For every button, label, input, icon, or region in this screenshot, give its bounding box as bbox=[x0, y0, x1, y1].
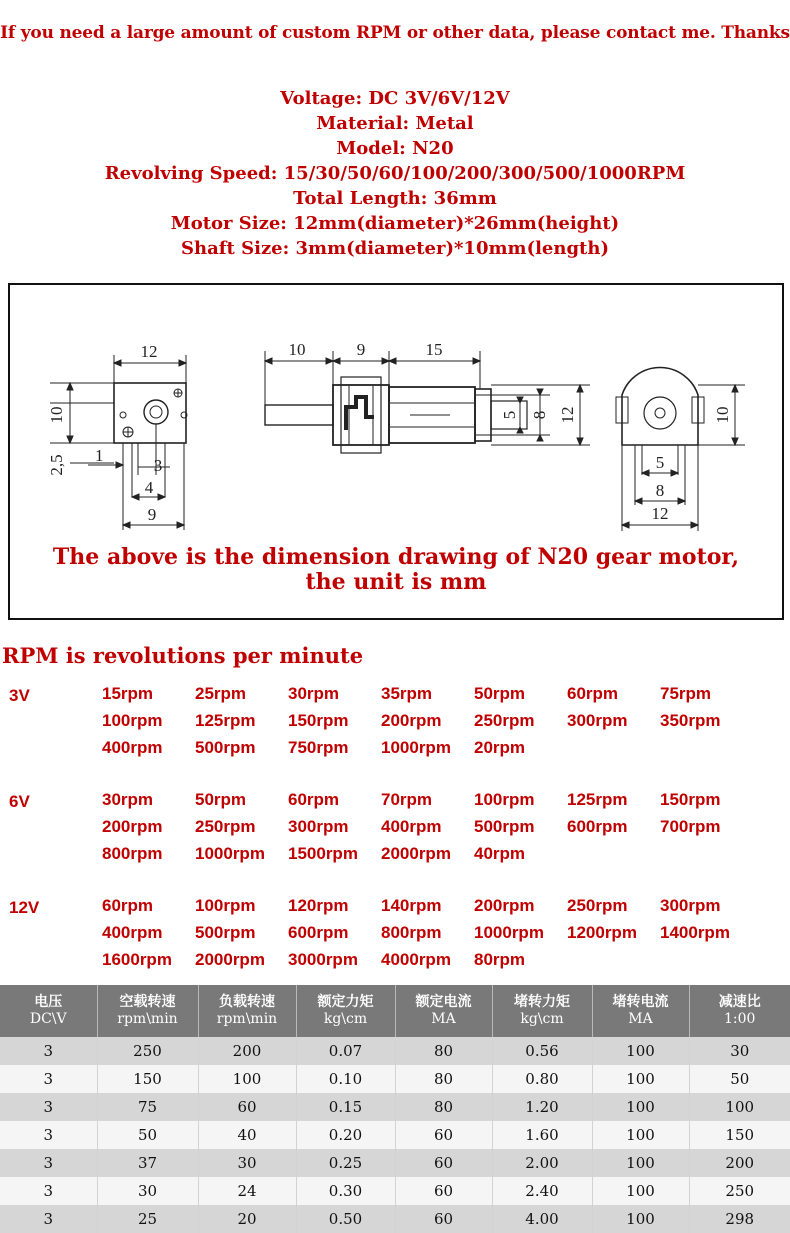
rpm-item: 60rpm bbox=[567, 684, 619, 703]
rpm-item: 750rpm bbox=[288, 738, 349, 757]
table-cell: 40 bbox=[198, 1121, 296, 1149]
table-cell: 50 bbox=[689, 1065, 790, 1093]
table-cell: 100 bbox=[592, 1093, 689, 1121]
rpm-item: 600rpm bbox=[567, 817, 628, 836]
rpm-item: 150rpm bbox=[288, 711, 349, 730]
table-cell: 50 bbox=[97, 1121, 198, 1149]
rpm-item: 150rpm bbox=[660, 790, 721, 809]
col-header-noload-speed: 空载转速 rpm\min bbox=[97, 985, 198, 1037]
table-cell: 250 bbox=[97, 1037, 198, 1065]
dim-side-8: 8 bbox=[530, 410, 549, 420]
table-cell: 75 bbox=[97, 1093, 198, 1121]
drawing-caption bbox=[10, 545, 782, 595]
table-cell: 150 bbox=[689, 1121, 790, 1149]
rpm-item: 800rpm bbox=[381, 923, 442, 942]
rpm-item: 1000rpm bbox=[195, 844, 265, 863]
rpm-item: 250rpm bbox=[567, 896, 628, 915]
table-row bbox=[0, 1205, 790, 1233]
table-cell: 80 bbox=[395, 1037, 492, 1065]
rpm-item: 100rpm bbox=[474, 790, 535, 809]
dim-side-15: 15 bbox=[425, 340, 443, 359]
rpm-item: 100rpm bbox=[102, 711, 163, 730]
rpm-item: 50rpm bbox=[195, 790, 247, 809]
table-cell: 80 bbox=[395, 1065, 492, 1093]
rpm-item: 30rpm bbox=[288, 684, 340, 703]
rpm-item: 200rpm bbox=[474, 896, 535, 915]
table-cell: 0.25 bbox=[296, 1149, 395, 1177]
rpm-item: 200rpm bbox=[102, 817, 163, 836]
table-cell: 100 bbox=[198, 1065, 296, 1093]
rpm-item: 2000rpm bbox=[195, 950, 265, 969]
rpm-heading: RPM is revolutions per minute bbox=[2, 643, 364, 668]
output-shaft-circle bbox=[144, 400, 168, 424]
table-row bbox=[0, 1177, 790, 1205]
rpm-item: 400rpm bbox=[102, 923, 163, 942]
table-cell: 60 bbox=[198, 1093, 296, 1121]
table-cell: 37 bbox=[97, 1149, 198, 1177]
table-cell: 1.20 bbox=[492, 1093, 592, 1121]
rpm-item: 200rpm bbox=[381, 711, 442, 730]
dim-left-1: 1 bbox=[95, 446, 104, 465]
voltage-label: 3V bbox=[9, 686, 30, 705]
table-cell: 0.56 bbox=[492, 1037, 592, 1065]
table-row bbox=[0, 1093, 790, 1121]
rpm-item: 80rpm bbox=[474, 950, 526, 969]
dim-right-10: 10 bbox=[713, 406, 732, 424]
col-header-load-speed: 负载转速 rpm\min bbox=[198, 985, 296, 1037]
table-cell: 3 bbox=[0, 1121, 97, 1149]
table-cell: 0.15 bbox=[296, 1093, 395, 1121]
drawing-caption-line1: The above is the dimension drawing of N20 gear motor, bbox=[52, 544, 740, 570]
dim-right-5: 5 bbox=[655, 453, 665, 472]
rpm-item: 25rpm bbox=[195, 684, 247, 703]
dim-left-offset: 2,5 bbox=[47, 454, 66, 476]
rpm-item: 400rpm bbox=[381, 817, 442, 836]
col-header-stall-current: 堵转电流 MA bbox=[592, 985, 689, 1037]
table-cell: 60 bbox=[395, 1177, 492, 1205]
right-end-view bbox=[616, 367, 745, 531]
spec-voltage: Voltage: DC 3V/6V/12V bbox=[280, 88, 510, 109]
col-header-stall-torque: 堵转力矩 kg\cm bbox=[492, 985, 592, 1037]
drawing-caption-line2: the unit is mm bbox=[305, 569, 487, 595]
table-cell: 24 bbox=[198, 1177, 296, 1205]
rpm-item: 500rpm bbox=[195, 923, 256, 942]
col-header-rated-torque: 额定力矩 kg\cm bbox=[296, 985, 395, 1037]
dim-left-9: 9 bbox=[147, 505, 157, 524]
dim-side-10: 10 bbox=[288, 340, 306, 359]
dim-right-12: 12 bbox=[651, 504, 669, 523]
table-cell: 30 bbox=[198, 1149, 296, 1177]
rpm-item: 1000rpm bbox=[474, 923, 544, 942]
table-cell: 3 bbox=[0, 1065, 97, 1093]
rpm-list bbox=[102, 896, 753, 977]
table-cell: 0.30 bbox=[296, 1177, 395, 1205]
table-header-row bbox=[0, 985, 790, 1037]
rpm-item: 15rpm bbox=[102, 684, 154, 703]
custom-order-notice: If you need a large amount of custom RPM or other data, please contact me. Thanks bbox=[0, 23, 790, 43]
dim-right-8: 8 bbox=[655, 481, 665, 500]
table-cell: 100 bbox=[592, 1121, 689, 1149]
rpm-item: 300rpm bbox=[660, 896, 721, 915]
dim-side-5: 5 bbox=[500, 410, 519, 420]
rpm-item: 300rpm bbox=[567, 711, 628, 730]
voltage-label: 6V bbox=[9, 792, 30, 811]
table-cell: 250 bbox=[689, 1177, 790, 1205]
spec-revolving-speed: Revolving Speed: 15/30/50/60/100/200/300/500/1000RPM bbox=[104, 163, 686, 184]
table-cell: 0.50 bbox=[296, 1205, 395, 1233]
rpm-item: 20rpm bbox=[474, 738, 526, 757]
rpm-item: 60rpm bbox=[102, 896, 154, 915]
rpm-item: 30rpm bbox=[102, 790, 154, 809]
spec-list bbox=[0, 86, 790, 261]
rpm-item: 700rpm bbox=[660, 817, 721, 836]
rpm-item: 600rpm bbox=[288, 923, 349, 942]
table-cell: 80 bbox=[395, 1093, 492, 1121]
table-cell: 0.20 bbox=[296, 1121, 395, 1149]
table-cell: 2.40 bbox=[492, 1177, 592, 1205]
table-cell: 100 bbox=[689, 1093, 790, 1121]
table-cell: 60 bbox=[395, 1149, 492, 1177]
rpm-item: 120rpm bbox=[288, 896, 349, 915]
table-cell: 20 bbox=[198, 1205, 296, 1233]
dim-left-4: 4 bbox=[144, 478, 154, 497]
rpm-item: 1000rpm bbox=[381, 738, 451, 757]
table-cell: 150 bbox=[97, 1065, 198, 1093]
motor-spec-table bbox=[0, 985, 790, 1233]
rpm-item: 800rpm bbox=[102, 844, 163, 863]
table-cell: 100 bbox=[592, 1149, 689, 1177]
motor-end-outline bbox=[622, 367, 698, 445]
table-cell: 100 bbox=[592, 1065, 689, 1093]
table-cell: 0.10 bbox=[296, 1065, 395, 1093]
spec-motor-size: Motor Size: 12mm(diameter)*26mm(height) bbox=[170, 213, 620, 234]
col-header-voltage: 电压 DC\V bbox=[0, 985, 97, 1037]
rpm-item: 4000rpm bbox=[381, 950, 451, 969]
dim-side-9: 9 bbox=[356, 340, 366, 359]
table-row bbox=[0, 1065, 790, 1093]
rpm-item: 400rpm bbox=[102, 738, 163, 757]
dim-side-12: 12 bbox=[558, 406, 577, 424]
table-cell: 100 bbox=[592, 1205, 689, 1233]
table-cell: 30 bbox=[97, 1177, 198, 1205]
table-cell: 4.00 bbox=[492, 1205, 592, 1233]
rpm-item: 60rpm bbox=[288, 790, 340, 809]
rpm-item: 3000rpm bbox=[288, 950, 358, 969]
dim-left-height: 10 bbox=[47, 406, 66, 424]
table-row bbox=[0, 1121, 790, 1149]
table-cell: 0.07 bbox=[296, 1037, 395, 1065]
rpm-item: 1500rpm bbox=[288, 844, 358, 863]
table-cell: 60 bbox=[395, 1121, 492, 1149]
rpm-item: 100rpm bbox=[195, 896, 256, 915]
rpm-item: 250rpm bbox=[474, 711, 535, 730]
rpm-list bbox=[102, 790, 753, 871]
table-cell: 60 bbox=[395, 1205, 492, 1233]
rpm-item: 500rpm bbox=[195, 738, 256, 757]
rpm-item: 70rpm bbox=[381, 790, 433, 809]
rpm-item: 50rpm bbox=[474, 684, 526, 703]
spec-material: Material: Metal bbox=[316, 113, 474, 134]
rpm-item: 1200rpm bbox=[567, 923, 637, 942]
table-cell: 100 bbox=[592, 1177, 689, 1205]
side-view bbox=[265, 340, 590, 453]
rpm-item: 140rpm bbox=[381, 896, 442, 915]
table-cell: 298 bbox=[689, 1205, 790, 1233]
col-header-reduction-ratio: 减速比 1:00 bbox=[689, 985, 790, 1037]
table-row bbox=[0, 1037, 790, 1065]
table-cell: 25 bbox=[97, 1205, 198, 1233]
end-cap-outline bbox=[475, 389, 491, 441]
dimension-drawing-box bbox=[8, 283, 784, 620]
rpm-item: 1600rpm bbox=[102, 950, 172, 969]
table-cell: 200 bbox=[198, 1037, 296, 1065]
rpm-item: 350rpm bbox=[660, 711, 721, 730]
rpm-item: 40rpm bbox=[474, 844, 526, 863]
spec-shaft-size: Shaft Size: 3mm(diameter)*10mm(length) bbox=[181, 238, 609, 259]
table-cell: 0.80 bbox=[492, 1065, 592, 1093]
rpm-item: 300rpm bbox=[288, 817, 349, 836]
table-cell: 3 bbox=[0, 1149, 97, 1177]
table-cell: 3 bbox=[0, 1177, 97, 1205]
rpm-item: 2000rpm bbox=[381, 844, 451, 863]
left-end-view bbox=[47, 342, 187, 530]
table-cell: 3 bbox=[0, 1093, 97, 1121]
rpm-item: 125rpm bbox=[195, 711, 256, 730]
table-cell: 1.60 bbox=[492, 1121, 592, 1149]
table-cell: 200 bbox=[689, 1149, 790, 1177]
rpm-list bbox=[102, 684, 753, 765]
col-header-rated-current: 额定电流 MA bbox=[395, 985, 492, 1037]
rpm-item: 250rpm bbox=[195, 817, 256, 836]
rpm-item: 500rpm bbox=[474, 817, 535, 836]
shaft-outline bbox=[265, 405, 333, 425]
table-cell: 100 bbox=[592, 1037, 689, 1065]
rpm-item: 125rpm bbox=[567, 790, 628, 809]
table-row bbox=[0, 1149, 790, 1177]
table-cell: 30 bbox=[689, 1037, 790, 1065]
dim-left-3: 3 bbox=[153, 456, 163, 475]
rpm-item: 1400rpm bbox=[660, 923, 730, 942]
dim-left-width: 12 bbox=[140, 342, 158, 361]
spec-model: Model: N20 bbox=[336, 138, 454, 159]
voltage-label: 12V bbox=[9, 898, 40, 917]
spec-total-length: Total Length: 36mm bbox=[293, 188, 497, 209]
table-cell: 3 bbox=[0, 1037, 97, 1065]
table-cell: 3 bbox=[0, 1205, 97, 1233]
rpm-item: 75rpm bbox=[660, 684, 712, 703]
shaft-inner-circle bbox=[150, 406, 162, 418]
rpm-item: 35rpm bbox=[381, 684, 433, 703]
table-cell: 2.00 bbox=[492, 1149, 592, 1177]
